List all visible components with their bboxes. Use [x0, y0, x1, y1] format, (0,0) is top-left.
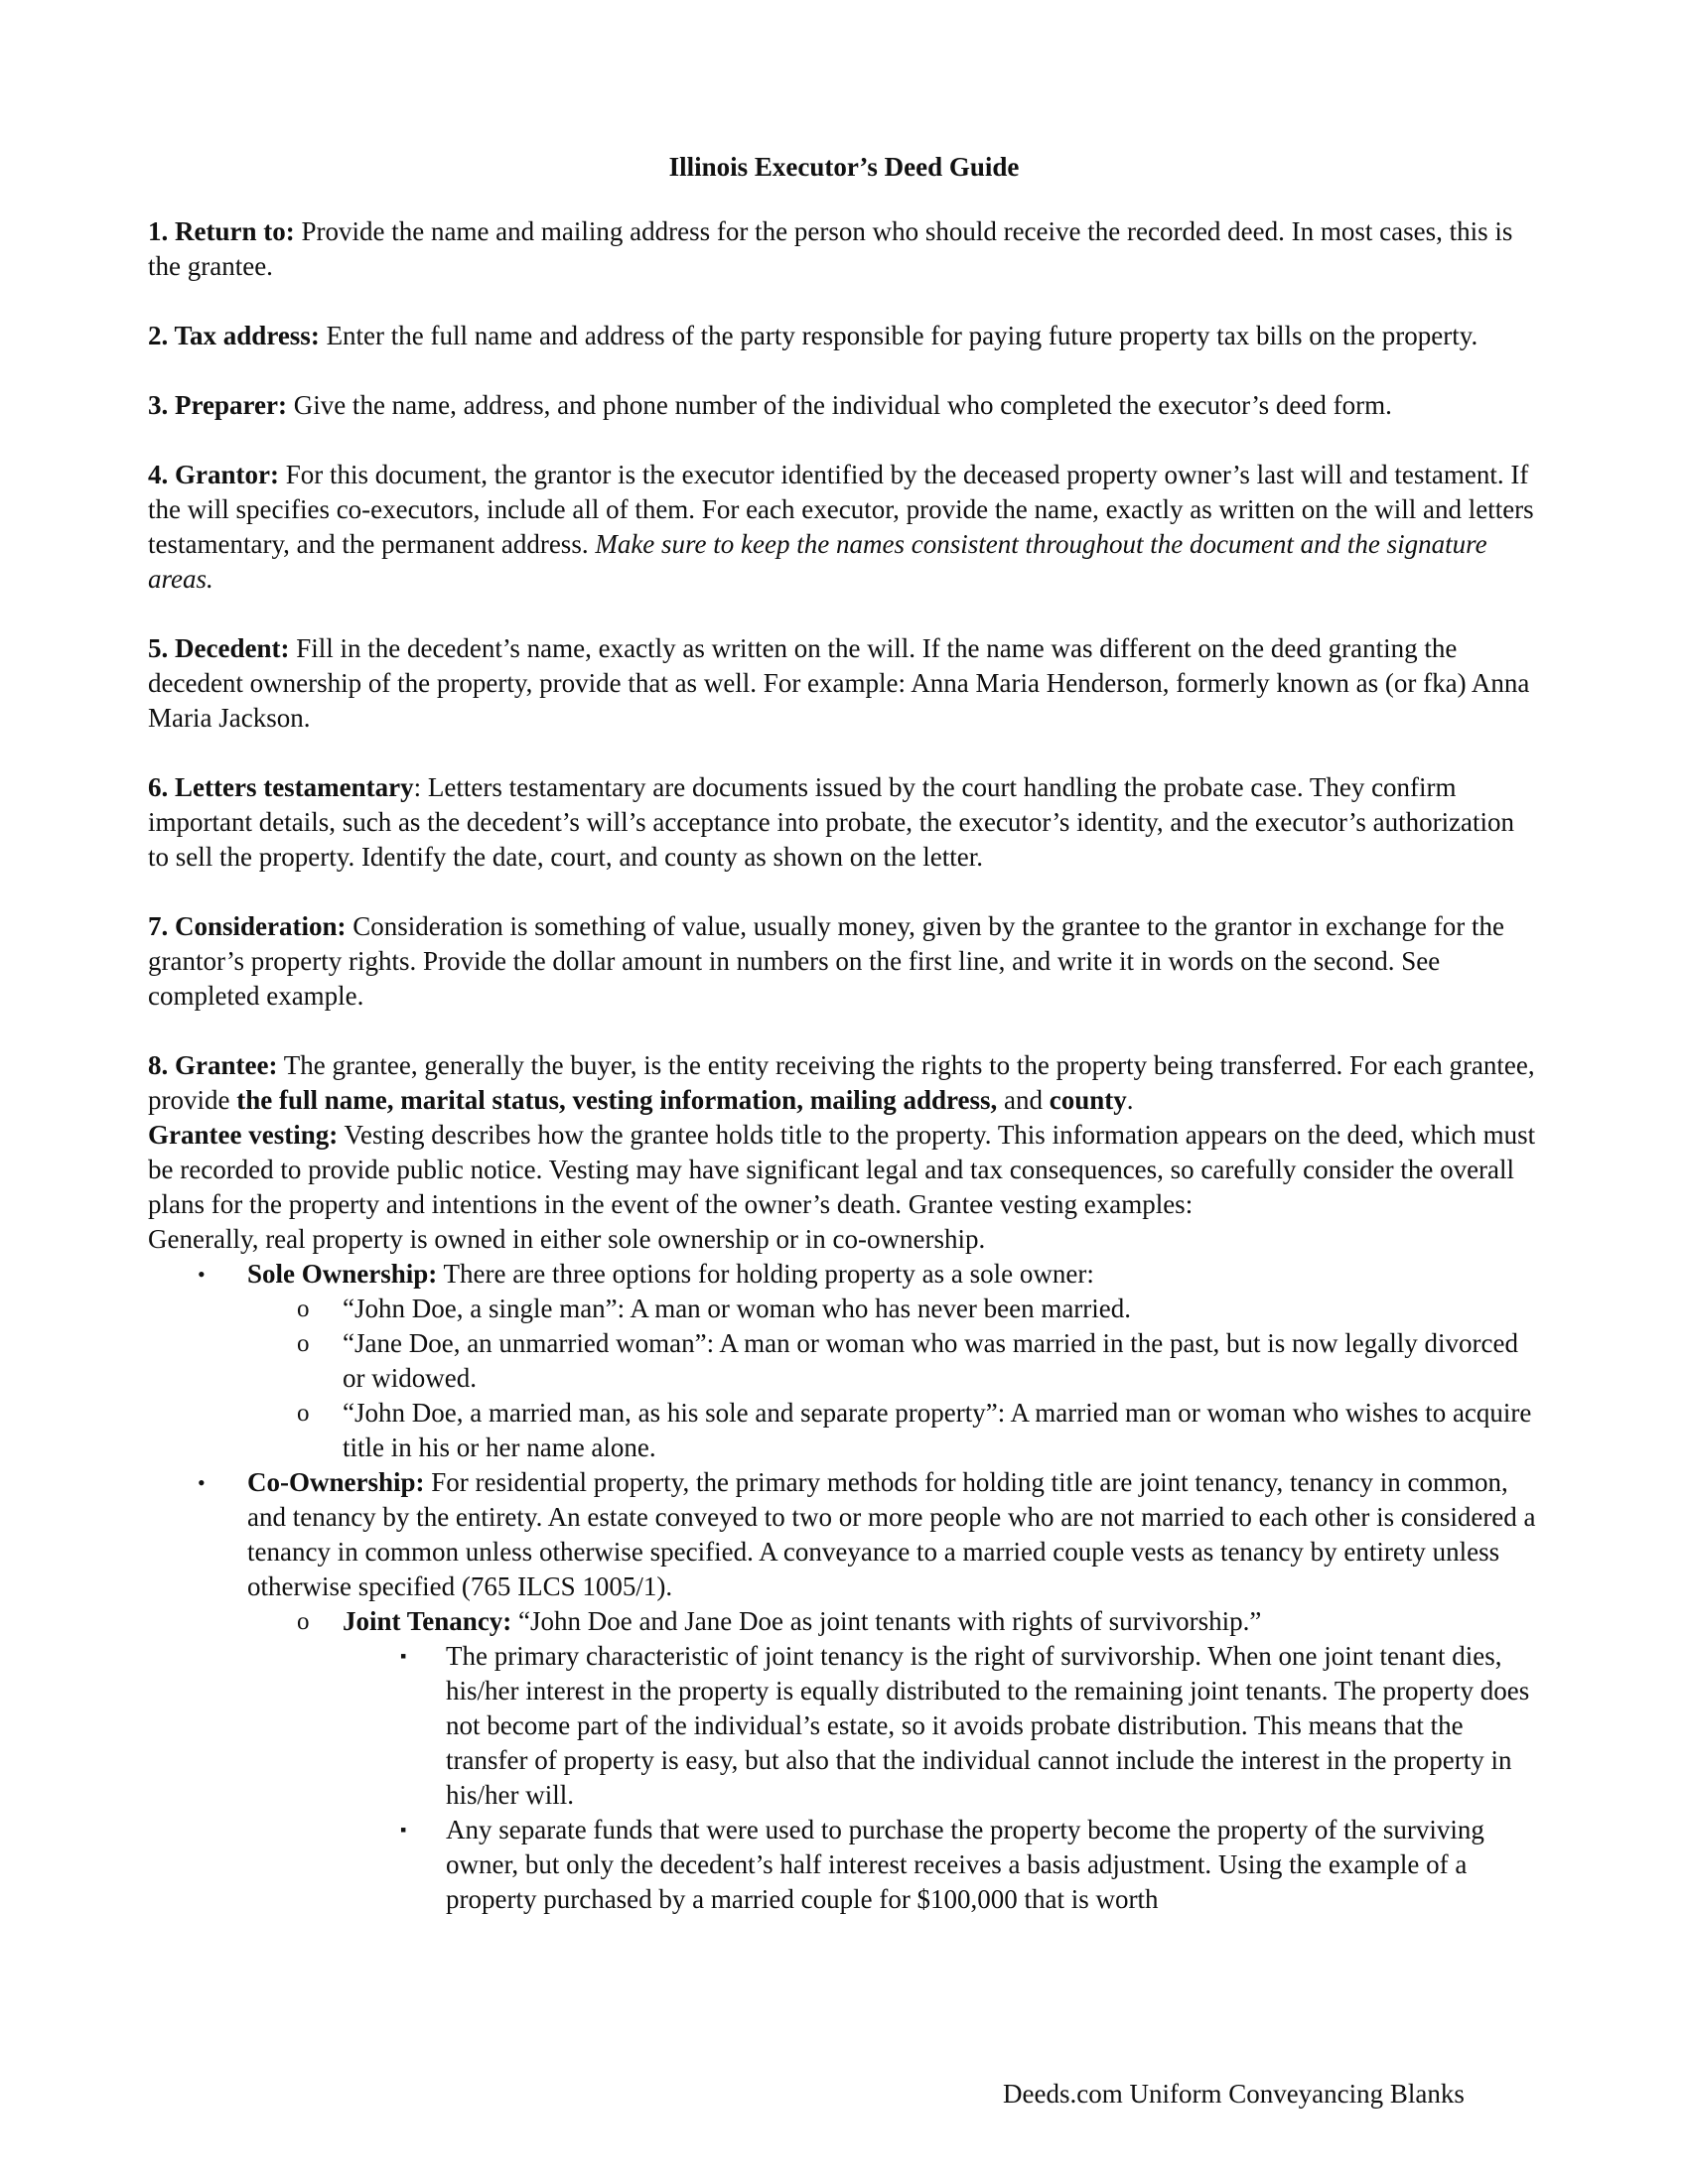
list-item-sole-option	[148, 1292, 1538, 1326]
section-text: Give the name, address, and phone number of the individual who completed the executor’s deed form.	[286, 390, 1392, 420]
section-text: Provide the name and mailing address for the person who should receive the recorded deed. In most cases, this is the grantee.	[148, 216, 1513, 281]
circle-bullet-icon: o	[297, 1400, 310, 1427]
section-label: 6. Letters testamentary	[148, 772, 414, 802]
item-text: Any separate funds that were used to purchase the property become the property of the surviving owner, but only the decedent’s half interest receives a basis adjustment. Using the example of a property purchased by a married couple for $100,000 that is worth	[446, 1815, 1484, 1914]
list-item-sole-option	[148, 1326, 1538, 1396]
section-tax-address	[148, 319, 1538, 353]
list-item-sole-option	[148, 1396, 1538, 1465]
list-item-joint-tenancy	[148, 1604, 1538, 1639]
list-item-co-ownership	[148, 1465, 1538, 1604]
section-text: Enter the full name and address of the party responsible for paying future property tax bills on the property.	[319, 321, 1478, 350]
item-text: The primary characteristic of joint tenancy is the right of survivorship. When one joint tenant dies, his/her interest in the property is equally distributed to the remaining joint tenants. The property does not become part of the individual’s estate, so it avoids probate distribution. This means that the transfer of property is easy, but also that the individual cannot include the interest in the property in his/her will.	[446, 1641, 1530, 1810]
item-text: “John Doe, a married man, as his sole and separate property”: A married man or woman who wishes to acquire title in his or her name alone.	[343, 1398, 1532, 1462]
list-item-joint-detail	[148, 1813, 1538, 1917]
bullet-icon: •	[198, 1470, 206, 1495]
section-italic-note: Make sure to keep the names consistent throughout the document and the signature areas.	[148, 529, 1487, 594]
item-label: Sole Ownership:	[247, 1259, 438, 1289]
section-preparer	[148, 388, 1538, 423]
section-letters-testamentary	[148, 770, 1538, 875]
section-text: For this document, the grantor is the executor identified by the deceased property owner’s last will and testament. If the will specifies co-executors, include all of them. For each executor, provide the name, exactly as written on the will and letters testamentary, and the permanent address.	[148, 460, 1534, 559]
grantee-county: county	[1049, 1085, 1127, 1115]
item-text: There are three options for holding property as a sole owner:	[437, 1259, 1094, 1289]
section-consideration	[148, 909, 1538, 1014]
section-text: : Letters testamentary are documents issued by the court handling the probate case. They confirm important details, such as the decedent’s will’s acceptance into probate, the executor’s identity, and the executor’s authorization to sell the property. Identify the date, court, and county as shown on the letter.	[148, 772, 1515, 872]
section-grantor	[148, 458, 1538, 597]
section-text: Fill in the decedent’s name, exactly as written on the will. If the name was different on the deed granting the decedent ownership of the property, provide that as well. For example: Anna Maria Henderson, formerly known as (or fka) Anna Maria Jackson.	[148, 633, 1530, 733]
page-title: Illinois Executor’s Deed Guide	[668, 152, 1020, 182]
list-item-joint-detail	[148, 1639, 1538, 1813]
ownership-intro: Generally, real property is owned in either sole ownership or in co-ownership.	[148, 1224, 986, 1254]
item-text: “John Doe, a single man”: A man or woman who has never been married.	[343, 1294, 1132, 1323]
section-label: 3. Preparer:	[148, 390, 287, 420]
bullet-icon: •	[198, 1262, 206, 1287]
item-text: For residential property, the primary methods for holding title are joint tenancy, tenancy in common, and tenancy by the entirety. An estate conveyed to two or more people who are not married to each other is considered a tenancy in common unless otherwise specified. A conveyance to a married couple vests as tenancy by entirety unless otherwise specified (765 ILCS 1005/1).	[247, 1467, 1536, 1601]
section-label: 1. Return to:	[148, 216, 295, 246]
section-label: 8. Grantee:	[148, 1050, 278, 1080]
square-bullet-icon: ▪	[400, 1820, 407, 1840]
footer-text: Deeds.com Uniform Conveyancing Blanks	[1003, 2079, 1465, 2109]
section-text: .	[1126, 1085, 1134, 1115]
section-text: Consideration is something of value, usually money, given by the grantee to the grantor in exchange for the grantor’s property rights. Provide the dollar amount in numbers on the first line, and write it in words on the second. See completed example.	[148, 911, 1504, 1011]
section-label: 7. Consideration:	[148, 911, 347, 941]
section-label: 2. Tax address:	[148, 321, 320, 350]
section-text: and	[997, 1085, 1050, 1115]
list-item-sole-ownership	[148, 1257, 1538, 1292]
circle-bullet-icon: o	[297, 1330, 310, 1357]
grantee-required-fields: the full name, marital status, vesting information, mailing address,	[236, 1085, 998, 1115]
item-text: “John Doe and Jane Doe as joint tenants with rights of survivorship.”	[511, 1606, 1262, 1636]
section-label: 4. Grantor:	[148, 460, 279, 489]
circle-bullet-icon: o	[297, 1608, 310, 1635]
item-label: Joint Tenancy:	[343, 1606, 512, 1636]
section-label: 5. Decedent:	[148, 633, 290, 663]
section-return-to	[148, 214, 1538, 284]
item-label: Co-Ownership:	[247, 1467, 425, 1497]
guide-body	[148, 214, 1538, 1917]
section-grantee	[148, 1048, 1538, 1257]
grantee-vesting	[148, 1118, 1538, 1222]
vesting-text: Vesting describes how the grantee holds title to the property. This information appears on the deed, which must be recorded to provide public notice. Vesting may have significant legal and tax consequences, so carefully consider the overall plans for the property and intentions in the event of the owner’s death. Grantee vesting examples:	[148, 1120, 1536, 1219]
item-text: “Jane Doe, an unmarried woman”: A man or woman who was married in the past, but is now legally divorced or widowed.	[343, 1328, 1518, 1393]
circle-bullet-icon: o	[297, 1296, 310, 1322]
section-decedent	[148, 631, 1538, 736]
square-bullet-icon: ▪	[400, 1646, 407, 1666]
vesting-label: Grantee vesting:	[148, 1120, 339, 1150]
section-text: The grantee, generally the buyer, is the entity receiving the rights to the property being transferred. For each grantee, provide	[148, 1050, 1535, 1115]
